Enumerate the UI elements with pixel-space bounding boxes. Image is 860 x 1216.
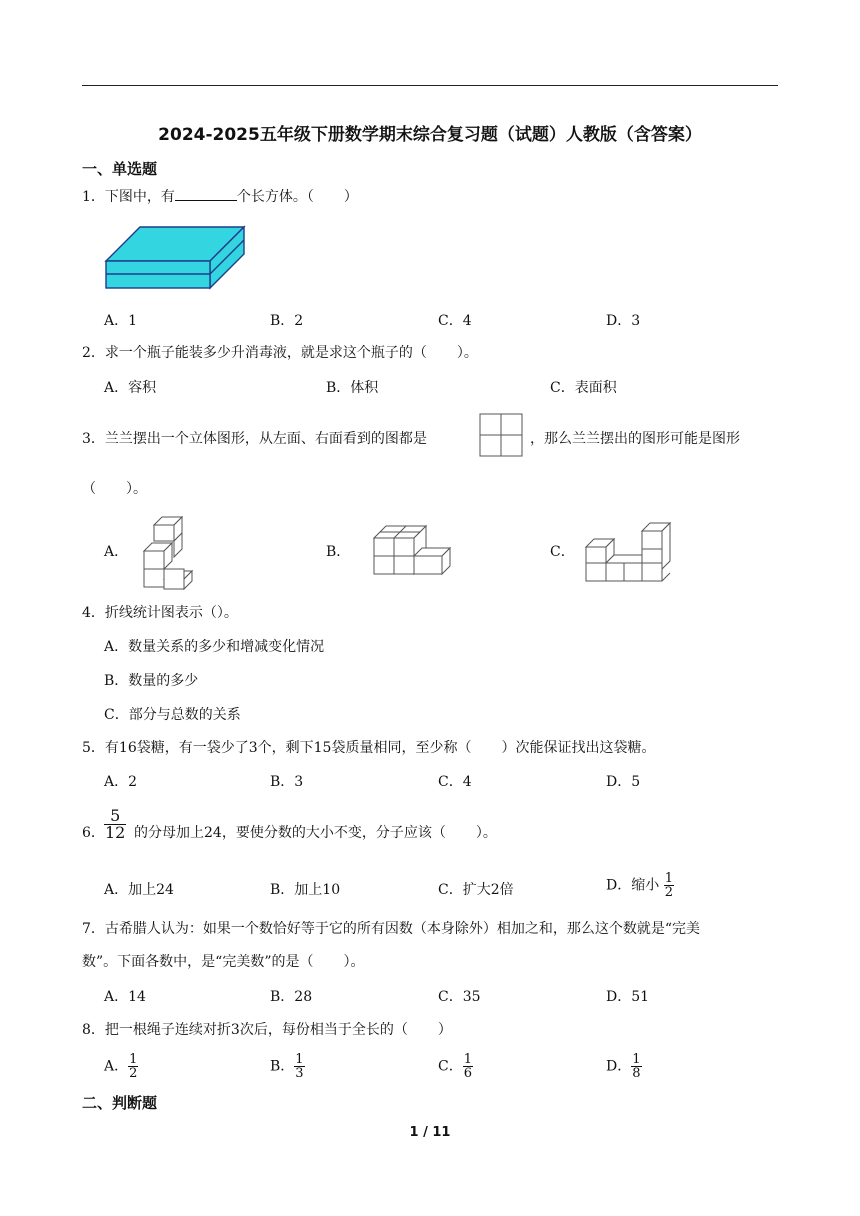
- question-5: [82, 737, 655, 757]
- q4-option-a[interactable]: A．数量关系的多少和增减变化情况: [104, 639, 325, 655]
- cuboid-figure: [104, 225, 246, 289]
- q7-option-a[interactable]: A．14: [104, 989, 146, 1005]
- q8-option-a[interactable]: A． $\frac{1}{2}$: [104, 1052, 138, 1081]
- q5-close: ）次能保证找出这袋糖。: [501, 740, 656, 756]
- q6-stem: 的分母加上24，要使分数的大小不变，分子应该（: [134, 825, 446, 841]
- q6-option-a[interactable]: A．加上24: [104, 882, 174, 898]
- q1-option-d[interactable]: D．3: [606, 313, 641, 329]
- question-3-stem-end: ，那么兰兰摆出的图形可能是图形: [530, 431, 740, 447]
- q4-option-c[interactable]: C．部分与总数的关系: [104, 707, 241, 723]
- section-heading-single-choice: 一、单选题: [82, 160, 158, 178]
- q3-option-a[interactable]: A．: [104, 544, 129, 560]
- q1-close: ）: [343, 189, 358, 205]
- q5-option-a[interactable]: A．2: [104, 774, 138, 790]
- q1-option-c[interactable]: C．4: [438, 313, 472, 329]
- q2-stem: 2．求一个瓶子能装多少升消毒液，就是求这个瓶子的（: [82, 345, 427, 361]
- q6-fraction: $\frac{5}{12}$: [105, 806, 126, 842]
- header-rule: [82, 85, 778, 86]
- q3-figure-b: [372, 522, 454, 578]
- question-8: [82, 1019, 452, 1039]
- q2-option-c[interactable]: C．表面积: [550, 380, 617, 396]
- q6-option-c[interactable]: C．扩大2倍: [438, 882, 514, 898]
- q5-option-d[interactable]: D．5: [606, 774, 641, 790]
- q8-option-b[interactable]: B． $\frac{1}{3}$: [270, 1052, 304, 1081]
- q7-option-b[interactable]: B．28: [270, 989, 313, 1005]
- q1-option-b[interactable]: B．2: [270, 313, 304, 329]
- question-4: 4．折线统计图表示（）。: [82, 605, 238, 621]
- page-number: 1 / 11: [409, 1125, 451, 1140]
- q1-stem-end: 个长方体。（: [236, 189, 314, 205]
- question-3-stem: 3．兰兰摆出一个立体图形，从左面、右面看到的图都是: [82, 431, 427, 447]
- q8-option-d[interactable]: D． $\frac{1}{8}$: [606, 1052, 641, 1081]
- q2-option-a[interactable]: A．容积: [104, 380, 157, 396]
- question-1: [82, 186, 358, 206]
- q3-figure-c: [584, 519, 674, 583]
- q2-close: ）。: [456, 345, 478, 361]
- q8-stem: 8．把一根绳子连续对折3次后，每份相当于全长的（: [82, 1022, 408, 1038]
- q4-option-b[interactable]: B．数量的多少: [104, 673, 199, 689]
- question-6-number: 6．: [82, 825, 105, 841]
- q3-option-b[interactable]: B．: [326, 544, 351, 560]
- q1-option-a[interactable]: A．1: [104, 313, 138, 329]
- q1-blank: [175, 188, 237, 201]
- q8-close: ）: [437, 1022, 452, 1038]
- page-title: 2024-2025五年级下册数学期末综合复习题（试题）人教版（含答案）: [158, 125, 702, 145]
- q3-figure-a: [140, 515, 194, 591]
- q6-option-d[interactable]: D．缩小 $\frac{1}{2}$: [606, 871, 673, 900]
- question-6: [134, 822, 497, 842]
- square-view-figure: [479, 413, 523, 457]
- q7-option-c[interactable]: C．35: [438, 989, 481, 1005]
- q5-option-b[interactable]: B．3: [270, 774, 304, 790]
- q6-option-b[interactable]: B．加上10: [270, 882, 341, 898]
- question-3-paren: （ ）。: [82, 481, 147, 497]
- q6-close: ）。: [475, 825, 497, 841]
- q7-option-d[interactable]: D．51: [606, 989, 650, 1005]
- q2-option-b[interactable]: B．体积: [326, 380, 379, 396]
- section-heading-true-false: 二、判断题: [82, 1094, 158, 1112]
- q8-option-c[interactable]: C． $\frac{1}{6}$: [438, 1052, 472, 1081]
- q5-option-c[interactable]: C．4: [438, 774, 472, 790]
- question-7-line2: 数”。下面各数中，是“完美数”的是（ ）。: [82, 954, 365, 970]
- q1-stem-start: 1．下图中，有: [82, 189, 175, 205]
- q5-stem: 5．有16袋糖，有一袋少了3个，剩下15袋质量相同，至少称（: [82, 740, 472, 756]
- q3-option-c[interactable]: C．: [550, 544, 575, 560]
- question-2: [82, 342, 478, 362]
- question-7-line1: 7．古希腊人认为：如果一个数恰好等于它的所有因数（本身除外）相加之和，那么这个数就是“完美: [82, 921, 701, 937]
